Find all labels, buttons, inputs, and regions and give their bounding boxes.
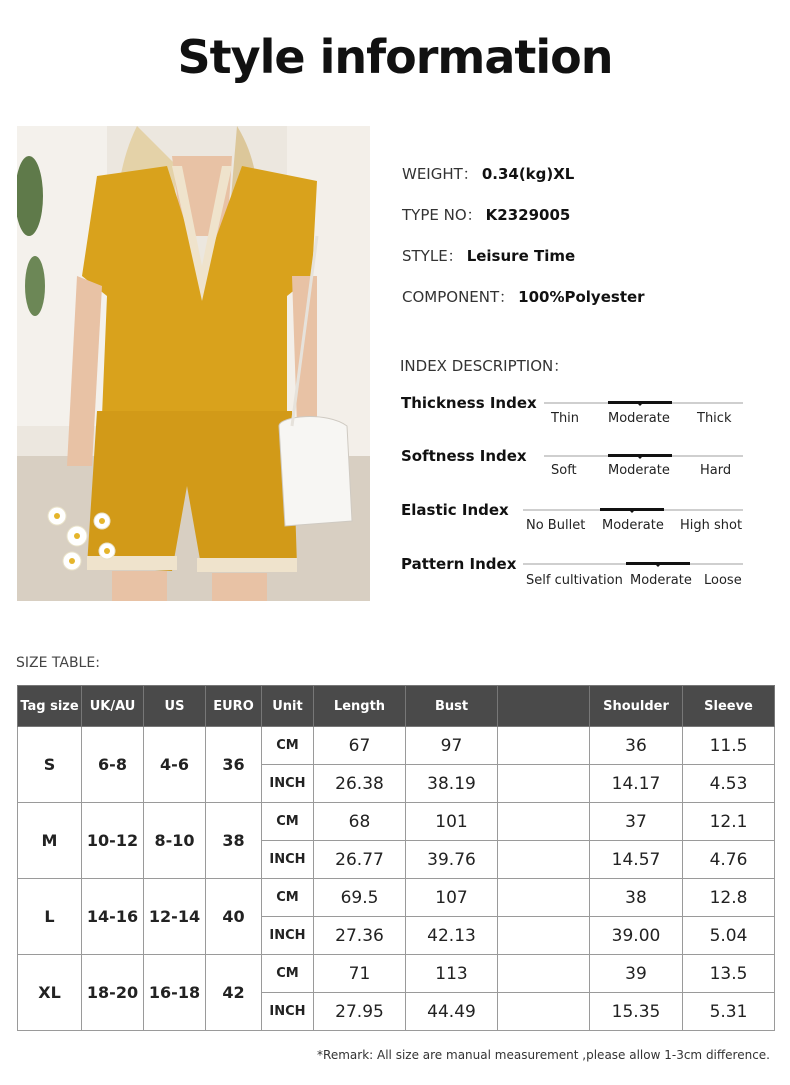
uk-au-cell: 6-8 xyxy=(82,727,144,803)
index-selected-marker xyxy=(600,508,664,511)
blank-cell xyxy=(498,917,590,955)
shoulder-cell: 15.35 xyxy=(590,993,683,1031)
header-cell: UK/AU xyxy=(82,686,144,727)
tag-size-cell: L xyxy=(18,879,82,955)
softness-index xyxy=(401,447,751,487)
index-selected-marker xyxy=(608,401,672,404)
unit-cell: INCH xyxy=(262,993,314,1031)
bust-cell: 107 xyxy=(406,879,498,917)
index-selected-marker xyxy=(608,454,672,457)
blank-cell xyxy=(498,993,590,1031)
sleeve-cell: 5.04 xyxy=(683,917,775,955)
unit-cell: CM xyxy=(262,955,314,993)
elastic-index xyxy=(401,501,751,541)
shoulder-cell: 39.00 xyxy=(590,917,683,955)
table-row xyxy=(18,803,775,841)
shoulder-cell: 38 xyxy=(590,879,683,917)
blank-cell xyxy=(498,841,590,879)
unit-cell: INCH xyxy=(262,917,314,955)
sleeve-cell: 13.5 xyxy=(683,955,775,993)
index-name: Thickness Index xyxy=(401,394,537,412)
header-cell: Length xyxy=(314,686,406,727)
index-name: Softness Index xyxy=(401,447,527,465)
euro-cell: 40 xyxy=(206,879,262,955)
uk-au-cell: 10-12 xyxy=(82,803,144,879)
weight-label: WEIGHT： xyxy=(402,165,478,183)
length-cell: 26.38 xyxy=(314,765,406,803)
unit-cell: CM xyxy=(262,803,314,841)
header-cell xyxy=(498,686,590,727)
index-option: Moderate xyxy=(630,573,692,588)
bust-cell: 97 xyxy=(406,727,498,765)
header-cell: EURO xyxy=(206,686,262,727)
component-value: 100%Polyester xyxy=(518,288,645,306)
shoulder-cell: 39 xyxy=(590,955,683,993)
table-row xyxy=(18,955,775,993)
unit-cell: CM xyxy=(262,879,314,917)
tag-size-cell: S xyxy=(18,727,82,803)
header-cell: Shoulder xyxy=(590,686,683,727)
index-option: Moderate xyxy=(602,518,664,533)
type-label: TYPE NO： xyxy=(402,206,482,224)
bust-cell: 39.76 xyxy=(406,841,498,879)
euro-cell: 42 xyxy=(206,955,262,1031)
index-description-title: INDEX DESCRIPTION： xyxy=(400,357,569,375)
product-photo xyxy=(17,126,370,601)
bust-cell: 44.49 xyxy=(406,993,498,1031)
type-value: K2329005 xyxy=(485,206,571,224)
uk-au-cell: 14-16 xyxy=(82,879,144,955)
index-option: Loose xyxy=(704,573,742,588)
blank-cell xyxy=(498,955,590,993)
table-row xyxy=(18,727,775,765)
style-label: STYLE： xyxy=(402,247,463,265)
pattern-index xyxy=(401,555,751,595)
unit-cell: INCH xyxy=(262,841,314,879)
length-cell: 26.77 xyxy=(314,841,406,879)
euro-cell: 38 xyxy=(206,803,262,879)
us-cell: 8-10 xyxy=(144,803,206,879)
bust-cell: 38.19 xyxy=(406,765,498,803)
tag-size-cell: XL xyxy=(18,955,82,1031)
shoulder-cell: 14.17 xyxy=(590,765,683,803)
index-option: Self cultivation xyxy=(526,573,623,588)
blank-cell xyxy=(498,803,590,841)
index-option: Soft xyxy=(551,463,577,478)
style-value: Leisure Time xyxy=(466,247,576,265)
length-cell: 67 xyxy=(314,727,406,765)
sleeve-cell: 4.53 xyxy=(683,765,775,803)
shoulder-cell: 14.57 xyxy=(590,841,683,879)
table-header-row xyxy=(18,686,775,727)
bust-cell: 113 xyxy=(406,955,498,993)
header-cell: Tag size xyxy=(18,686,82,727)
unit-cell: CM xyxy=(262,727,314,765)
weight-value: 0.34(kg)XL xyxy=(481,165,575,183)
bust-cell: 101 xyxy=(406,803,498,841)
sleeve-cell: 5.31 xyxy=(683,993,775,1031)
shoulder-cell: 37 xyxy=(590,803,683,841)
header-cell: US xyxy=(144,686,206,727)
blank-cell xyxy=(498,727,590,765)
blank-cell xyxy=(498,765,590,803)
spec-weight xyxy=(402,163,574,184)
index-option: Moderate xyxy=(608,411,670,426)
size-table xyxy=(17,685,775,1031)
uk-au-cell: 18-20 xyxy=(82,955,144,1031)
index-option: No Bullet xyxy=(526,518,586,533)
spec-component xyxy=(402,286,645,307)
thickness-index xyxy=(401,394,751,434)
sleeve-cell: 12.8 xyxy=(683,879,775,917)
length-cell: 69.5 xyxy=(314,879,406,917)
header-cell: Unit xyxy=(262,686,314,727)
length-cell: 68 xyxy=(314,803,406,841)
header-cell: Sleeve xyxy=(683,686,775,727)
length-cell: 27.95 xyxy=(314,993,406,1031)
sleeve-cell: 12.1 xyxy=(683,803,775,841)
index-option: Hard xyxy=(700,463,732,478)
euro-cell: 36 xyxy=(206,727,262,803)
length-cell: 71 xyxy=(314,955,406,993)
index-name: Elastic Index xyxy=(401,501,509,519)
index-option: Thick xyxy=(697,411,732,426)
page-title: Style information xyxy=(177,30,613,84)
unit-cell: INCH xyxy=(262,765,314,803)
spec-type xyxy=(402,204,570,225)
index-name: Pattern Index xyxy=(401,555,517,573)
index-option: Moderate xyxy=(608,463,670,478)
index-selected-marker xyxy=(626,562,690,565)
us-cell: 4-6 xyxy=(144,727,206,803)
tag-size-cell: M xyxy=(18,803,82,879)
us-cell: 16-18 xyxy=(144,955,206,1031)
bust-cell: 42.13 xyxy=(406,917,498,955)
size-table-label: SIZE TABLE: xyxy=(16,655,100,671)
index-option: High shot xyxy=(680,518,743,533)
component-label: COMPONENT： xyxy=(402,288,515,306)
index-option: Thin xyxy=(551,411,580,426)
header-cell: Bust xyxy=(406,686,498,727)
blank-cell xyxy=(498,879,590,917)
shoulder-cell: 36 xyxy=(590,727,683,765)
us-cell: 12-14 xyxy=(144,879,206,955)
spec-style xyxy=(402,245,575,266)
table-row xyxy=(18,879,775,917)
remark-note: *Remark: All size are manual measurement ,please allow 1-3cm difference. xyxy=(317,1048,770,1062)
sleeve-cell: 4.76 xyxy=(683,841,775,879)
sleeve-cell: 11.5 xyxy=(683,727,775,765)
length-cell: 27.36 xyxy=(314,917,406,955)
